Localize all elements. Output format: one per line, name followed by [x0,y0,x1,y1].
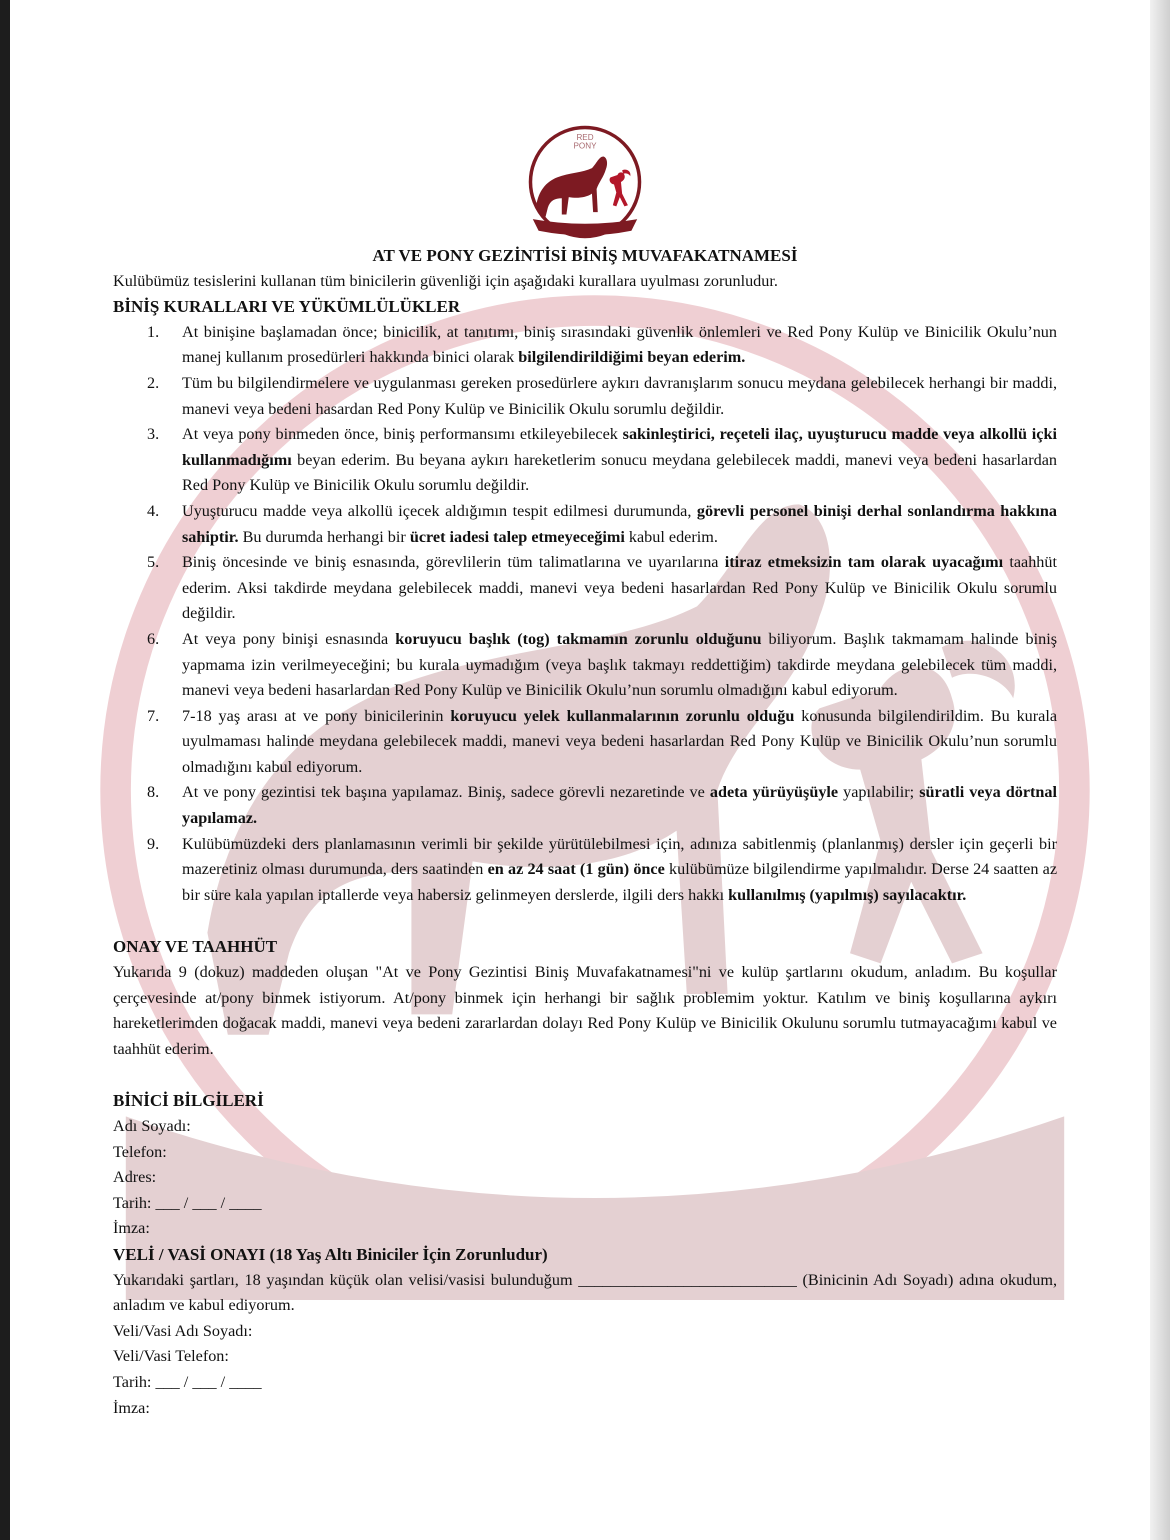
rule-text: At veya pony binişi esnasında [182,629,396,648]
rule-item [113,627,1057,704]
guardian-phone-field: Veli/Vasi Telefon: [113,1347,229,1366]
rule-number: 6. [147,629,160,648]
rule-text: 7-18 yaş arası at ve pony binicilerinin [182,706,451,725]
rule-text-bold: görevli personel binişi derhal sonlandırma hakkına sahiptir. [182,501,1057,546]
rider-heading: BİNİCİ BİLGİLERİ [113,1091,264,1111]
rule-text: At veya pony binmeden önce, biniş performansımı etkileyebilecek [182,425,623,444]
consent-heading: ONAY VE TAAHHÜT [113,937,278,957]
guardian-date-field: Tarih: ___ / ___ / ____ [113,1372,262,1391]
rule-text: yapılabilir; [838,783,920,802]
logo-text-pony: PONY [573,141,597,151]
rule-number: 7. [147,706,160,725]
rule-text: konusunda bilgilendirildim. Bu kurala uyulmaması halinde meydana gelebilecek maddi, manevi veya bedeni hasarlardan Red Pony Kulüp ve Binicilik Okulu’nun sorumlu olmadığını kabul ediyorum. [182,706,1058,776]
page-right-edge [1150,0,1170,1540]
rule-item [113,550,1057,627]
rule-text: biliyorum. Başlık takmamam halinde biniş yapmama izin verilmeyeceğini; bu kurala uymadığım (veya başlık takmayı reddettiğim) takdirde meydana gelebilecek tüm maddi, manevi veya bedeni hasarlardan Red Pony Kulüp ve Binicilik Okulu’nun sorumlu olmadığını kabul ediyorum. [182,629,1057,700]
rider-date-field: Tarih: ___ / ___ / ____ [113,1193,262,1212]
rule-number: 1. [147,322,160,341]
rider-name-field: Adı Soyadı: [113,1117,191,1135]
rules-heading: BİNİŞ KURALLARI VE YÜKÜMLÜLÜKLER [113,297,461,317]
rule-text-bold: koruyucu başlık (tog) takmamın zorunlu olduğunu [395,629,762,648]
rule-item [113,780,1057,831]
rule-item [113,499,1057,550]
rule-text-bold: ücret iadesi talep etmeyeceğimi [409,527,625,546]
rider-phone-field: Telefon: [113,1142,167,1161]
rule-item [113,320,1057,371]
consent-text: Yukarıda 9 (dokuz) maddeden oluşan "At ve Pony Gezintisi Biniş Muvafakatnamesi"ni ve kulüp şartlarını okudum, anladım. Bu koşullar çerçevesinde at/pony binmek istiyorum. At/pony binmek için herhangi bir sağlık problemim yoktur. Katılım ve biniş koşullarına aykırı hareketlerimden doğacak maddi, manevi veya bedeni zararlardan dolayı Red Pony Kulüp ve Binicilik Okulunu sorumlu tutmayacağımı kabul ve taahhüt ederim. [113,963,1057,1058]
rule-item [113,704,1057,781]
rules-list [113,320,1057,909]
rule-text-bold: kullanılmış (yapılmış) sayılacaktır. [728,885,967,904]
logo-text-red: RED [576,133,594,143]
rule-number: 4. [147,501,160,520]
document-body [113,243,1057,1421]
rule-text: Biniş öncesinde ve biniş esnasında, görevlilerin tüm talimatlarına ve uyarılarına [182,553,725,572]
rule-text-bold: adeta yürüyüşüyle [709,783,839,802]
guardian-text: Yukarıdaki şartları, 18 yaşından küçük olan velisi/vasisi bulunduğum ___________________________ (Binicinin Adı Soyadı) adına okudum, anladım ve kabul ediyorum. [113,1270,1057,1315]
rule-text: Uyuşturucu madde veya alkollü içecek aldığımın tespit edilmesi durumunda, [182,501,697,520]
rule-text: kulübümüze bilgilendirme yapılmalıdır. Derse 24 saatten az bir süre kala yapılan iptallerde veya habersiz gelinmeyen derslerde, ilgili ders hakkı [182,860,1057,904]
rule-text-bold: koruyucu yelek kullanmalarının zorunlu olduğu [450,706,795,725]
section-gap [113,908,1057,934]
rider-address-field: Adres: [113,1168,157,1187]
rule-number: 5. [147,553,160,572]
rule-text-bold: sakinleştirici, reçeteli ilaç, uyuşturucu madde veya alkollü içki kullanmadığımı [182,425,1057,469]
rule-text: At ve pony gezintisi tek başına yapılamaz. Biniş, sadece görevli nezaretinde ve [182,783,710,802]
guardian-signature-field: İmza: [113,1398,150,1417]
rule-text-bold: bilgilendirildiğimi beyan ederim. [518,348,746,367]
rule-number: 3. [147,425,160,444]
rule-item [113,422,1057,499]
rule-text: Bu durumda herhangi bir [238,527,410,546]
rule-item [113,371,1057,422]
section-gap [113,1062,1057,1088]
rule-text-bold: süratli veya dörtnal yapılamaz. [182,783,1057,828]
rule-text-bold: en az 24 saat (1 gün) önce [487,860,665,879]
rule-number: 8. [147,783,160,802]
red-pony-logo [527,124,643,240]
rule-number: 2. [147,373,160,392]
guardian-heading: VELİ / VASİ ONAYI (18 Yaş Altı Biniciler İçin Zorunludur) [113,1244,548,1264]
intro-text: Kulübümüz tesislerini kullanan tüm binicilerin güvenliği için aşağıdaki kurallara uyulması zorunludur. [113,271,778,290]
rule-text: Kulübümüzdeki ders planlamasının verimli bir şekilde yürütülebilmesi için, adınıza sabitlenmiş (planlanmış) dersler için geçerli bir mazeretiniz olması durumunda, ders saatinden [182,834,1057,879]
rule-number: 9. [147,834,160,853]
rule-text-bold: itiraz etmeksizin tam olarak uyacağımı [724,553,1004,572]
rider-signature-field: İmza: [113,1219,150,1238]
rule-text: taahhüt ederim. Aksi takdirde meydana gelebilecek maddi, manevi veya bedeni hasarlardan Red Pony Kulüp ve Binicilik Okulu sorumlu değildir. [182,553,1057,623]
page-left-edge [0,0,10,1540]
rule-text: Tüm bu bilgilendirmelere ve uygulanması gereken prosedürlere aykırı davranışlarım sonucu meydana gelebilecek herhangi bir maddi, manevi veya bedeni hasardan Red Pony Kulüp ve Binicilik Okulu sorumlu değildir. [182,373,1057,418]
rule-text: beyan ederim. Bu beyana aykırı hareketlerim sonucu meydana gelebilecek maddi, manevi veya bedeni hasarlardan Red Pony Kulüp ve Binicilik Okulu sorumlu değildir. [182,450,1057,495]
document-title: AT VE PONY GEZİNTİSİ BİNİŞ MUVAFAKATNAMESİ [372,246,798,265]
rule-item [113,832,1057,909]
guardian-name-field: Veli/Vasi Adı Soyadı: [113,1321,253,1340]
rule-text: kabul ederim. [624,527,718,546]
rule-text: At binişine başlamadan önce; binicilik, at tanıtımı, biniş sırasındaki güvenlik önlemleri ve Red Pony Kulüp ve Binicilik Okulu’nun manej kullanım prosedürleri hakkında binici olarak [182,322,1057,367]
